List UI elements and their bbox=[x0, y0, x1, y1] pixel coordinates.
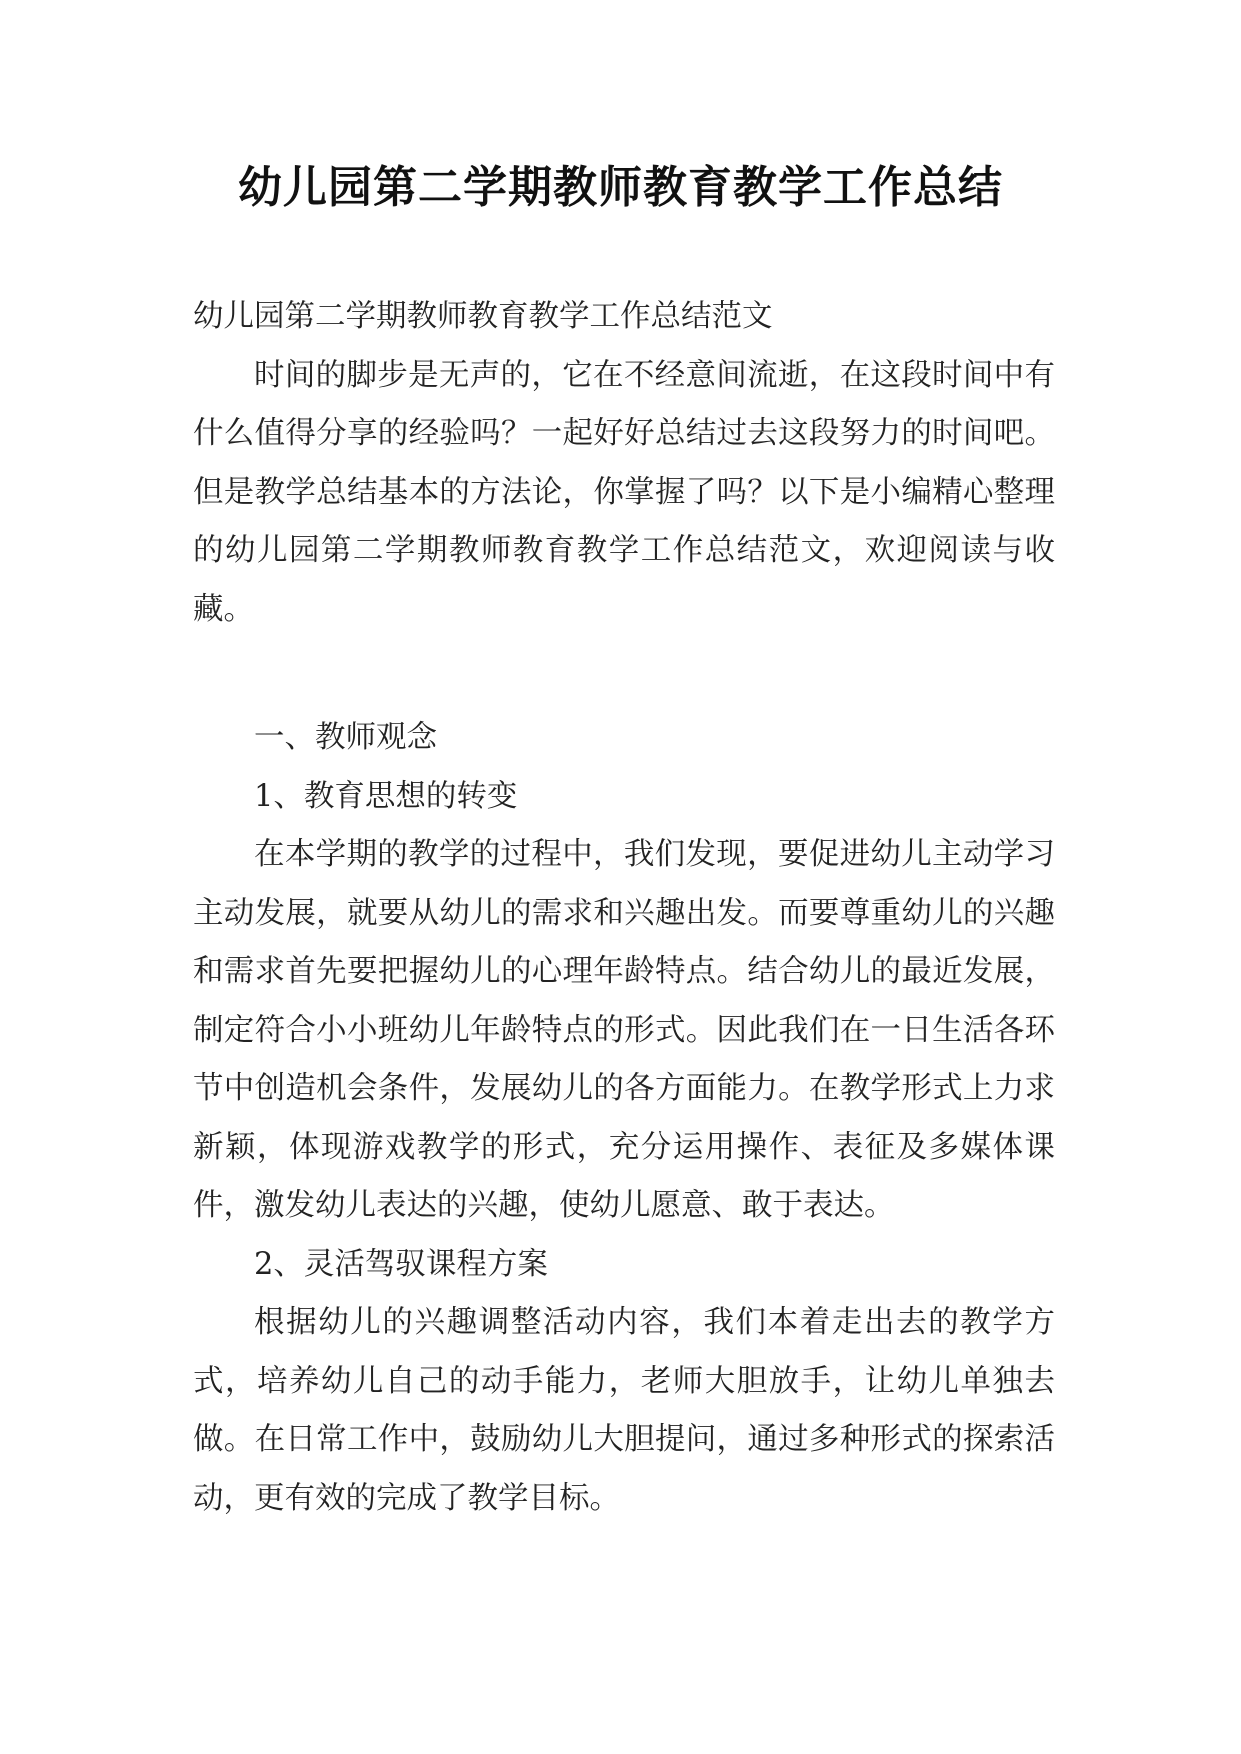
item-heading: 1、教育思想的转变 bbox=[254, 778, 518, 814]
item-paragraph: 在本学期的教学的过程中，我们发现，要促进幼儿主动学习主动发展，就要从幼儿的需求和兴趣出发。而要尊重幼儿的兴趣和需求首先要把握幼儿的心理年龄特点。结合幼儿的最近发展，制定符合小小班幼儿年龄特点的形式。因此我们在一日生活各环节中创造机会条件，发展幼儿的各方面能力。在教学形式上力求新颖，体现游戏教学的形式，充分运用操作、表征及多媒体课件，激发幼儿表达的兴趣，使幼儿愿意、敢于表达。 bbox=[193, 837, 1055, 1223]
document-title: 幼儿园第二学期教师教育教学工作总结 bbox=[238, 162, 1003, 213]
intro-paragraph: 时间的脚步是无声的，它在不经意间流逝，在这段时间中有什么值得分享的经验吗？一起好好总结过去这段努力的时间吧。但是教学总结基本的方法论，你掌握了吗？以下是小编精心整理的幼儿园第二学期教师教育教学工作总结范文，欢迎阅读与收藏。 bbox=[193, 357, 1055, 627]
item-paragraph: 根据幼儿的兴趣调整活动内容，我们本着走出去的教学方式，培养幼儿自己的动手能力，老师大胆放手，让幼儿单独去做。在日常工作中，鼓励幼儿大胆提问，通过多种形式的探索活动，更有效的完成了教学目标。 bbox=[193, 1305, 1055, 1516]
document-subtitle: 幼儿园第二学期教师教育教学工作总结范文 bbox=[193, 299, 773, 334]
paragraph-gap bbox=[193, 639, 1055, 709]
document-body bbox=[193, 288, 1055, 1528]
item-heading: 2、灵活驾驭课程方案 bbox=[254, 1246, 548, 1282]
section-heading: 一、教师观念 bbox=[254, 720, 437, 755]
